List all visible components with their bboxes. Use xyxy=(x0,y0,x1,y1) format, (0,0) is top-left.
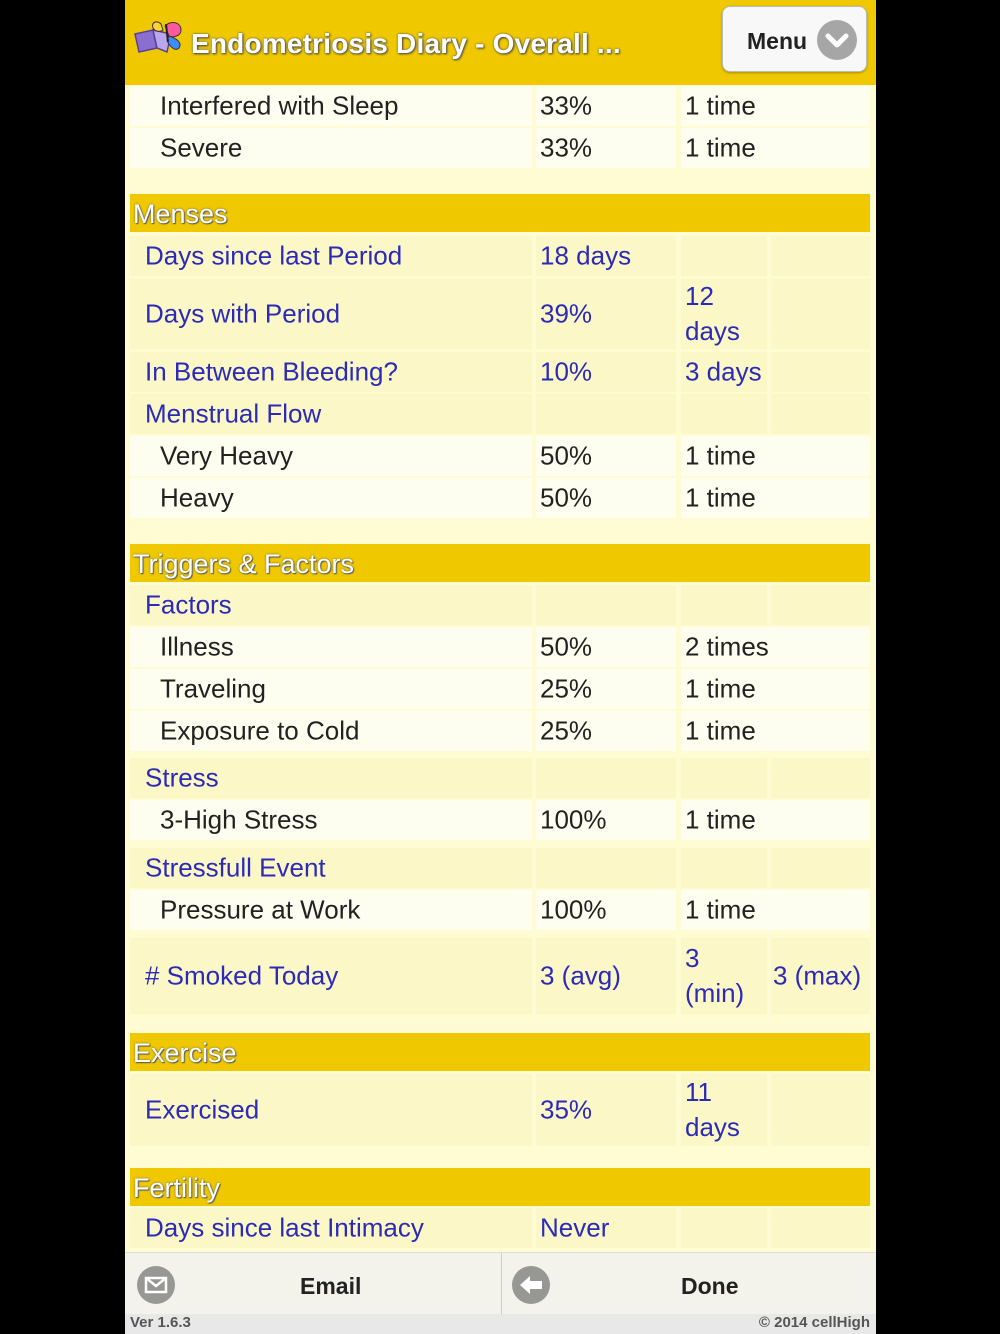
email-button-label: Email xyxy=(300,1273,362,1299)
row-label: Days since last Intimacy xyxy=(145,1212,424,1243)
row-count: 11 days xyxy=(685,1077,740,1142)
row-count: 1 time xyxy=(685,132,756,163)
table-row[interactable] xyxy=(130,1208,870,1248)
row-percent: 25% xyxy=(540,673,593,704)
done-button[interactable] xyxy=(501,1253,876,1315)
menu-button-label: Menu xyxy=(747,28,808,54)
row-min: 3 (min) xyxy=(685,943,745,1008)
table-row xyxy=(130,478,870,518)
row-count: 1 time xyxy=(685,715,756,746)
section-title: Exercise xyxy=(133,1038,237,1068)
row-count: 2 times xyxy=(685,631,769,662)
section-title: Fertility xyxy=(133,1173,220,1203)
row-percent: 50% xyxy=(540,440,593,471)
row-label: 3-High Stress xyxy=(160,804,318,835)
row-percent: 25% xyxy=(540,715,593,746)
row-count: 1 time xyxy=(685,894,756,925)
row-label: Factors xyxy=(145,589,232,620)
menu-button[interactable] xyxy=(722,6,867,72)
section-title: Menses xyxy=(133,199,228,229)
row-label: Traveling xyxy=(160,673,266,704)
done-button-label: Done xyxy=(681,1273,739,1299)
row-count: 1 time xyxy=(685,440,756,471)
row-label: In Between Bleeding? xyxy=(145,356,398,387)
row-label: Menstrual Flow xyxy=(145,398,322,429)
row-label: Days since last Period xyxy=(145,240,403,271)
table-row xyxy=(130,711,870,751)
row-label: Days with Period xyxy=(145,298,341,329)
footer-toolbar xyxy=(125,1252,876,1334)
section-header-fertility xyxy=(130,1168,870,1206)
row-percent: 100% xyxy=(540,894,607,925)
table-row[interactable] xyxy=(130,585,870,625)
version-bar xyxy=(125,1314,876,1334)
row-max: 3 (max) xyxy=(773,960,862,991)
row-label: Illness xyxy=(160,631,234,662)
table-row[interactable] xyxy=(130,279,870,349)
row-label: Heavy xyxy=(160,482,234,513)
row-avg: 3 (avg) xyxy=(540,960,621,991)
table-row[interactable] xyxy=(130,938,870,1014)
row-label: Severe xyxy=(160,132,243,163)
row-label: Stressfull Event xyxy=(145,852,326,883)
table-row[interactable] xyxy=(130,758,870,798)
table-row xyxy=(130,890,870,930)
row-count: 1 time xyxy=(685,90,756,121)
row-value: Never xyxy=(540,1212,610,1243)
row-count: 1 time xyxy=(685,673,756,704)
table-row xyxy=(130,669,870,709)
table-row[interactable] xyxy=(130,352,870,392)
section-title: Triggers & Factors xyxy=(133,549,355,579)
row-percent: 100% xyxy=(540,804,607,835)
row-label: Exposure to Cold xyxy=(160,715,360,746)
row-percent: 35% xyxy=(540,1094,593,1125)
table-row[interactable] xyxy=(130,394,870,434)
table-row[interactable] xyxy=(130,1074,870,1146)
chevron-down-icon xyxy=(817,20,857,60)
table-row xyxy=(130,128,870,168)
row-label: Very Heavy xyxy=(160,440,293,471)
version-label: Ver 1.6.3 xyxy=(130,1314,191,1331)
row-label: # Smoked Today xyxy=(145,960,339,991)
copyright-label: © 2014 cellHigh xyxy=(758,1314,870,1331)
row-percent: 10% xyxy=(540,356,593,387)
section-header-triggers xyxy=(130,544,870,582)
row-label: Exercised xyxy=(145,1094,260,1125)
table-row[interactable] xyxy=(130,848,870,888)
table-row xyxy=(130,86,870,126)
header-bar xyxy=(125,0,876,85)
app-screen xyxy=(125,0,876,1334)
page-title: Endometriosis Diary - Overall ... xyxy=(191,28,621,59)
table-row xyxy=(130,627,870,667)
back-arrow-icon xyxy=(512,1266,550,1304)
row-label: Stress xyxy=(145,762,219,793)
section-header-exercise xyxy=(130,1033,870,1071)
envelope-icon xyxy=(137,1266,175,1304)
row-count: 1 time xyxy=(685,482,756,513)
row-label: Pressure at Work xyxy=(160,894,361,925)
table-row xyxy=(130,436,870,476)
table-row[interactable] xyxy=(130,236,870,276)
butterfly-book-icon xyxy=(131,20,187,60)
row-percent: 50% xyxy=(540,482,593,513)
table-row xyxy=(130,800,870,840)
report-table[interactable] xyxy=(125,0,876,1334)
row-percent: 39% xyxy=(540,298,593,329)
row-count: 12 days xyxy=(685,281,740,346)
row-label: Interfered with Sleep xyxy=(160,90,399,121)
row-percent: 33% xyxy=(540,132,593,163)
row-value: 18 days xyxy=(540,240,632,271)
section-header-menses xyxy=(130,194,870,232)
row-count: 1 time xyxy=(685,804,756,835)
footer-buttons xyxy=(125,1252,876,1314)
row-count: 3 days xyxy=(685,356,762,387)
row-percent: 50% xyxy=(540,631,593,662)
email-button[interactable] xyxy=(125,1253,500,1315)
row-percent: 33% xyxy=(540,90,593,121)
